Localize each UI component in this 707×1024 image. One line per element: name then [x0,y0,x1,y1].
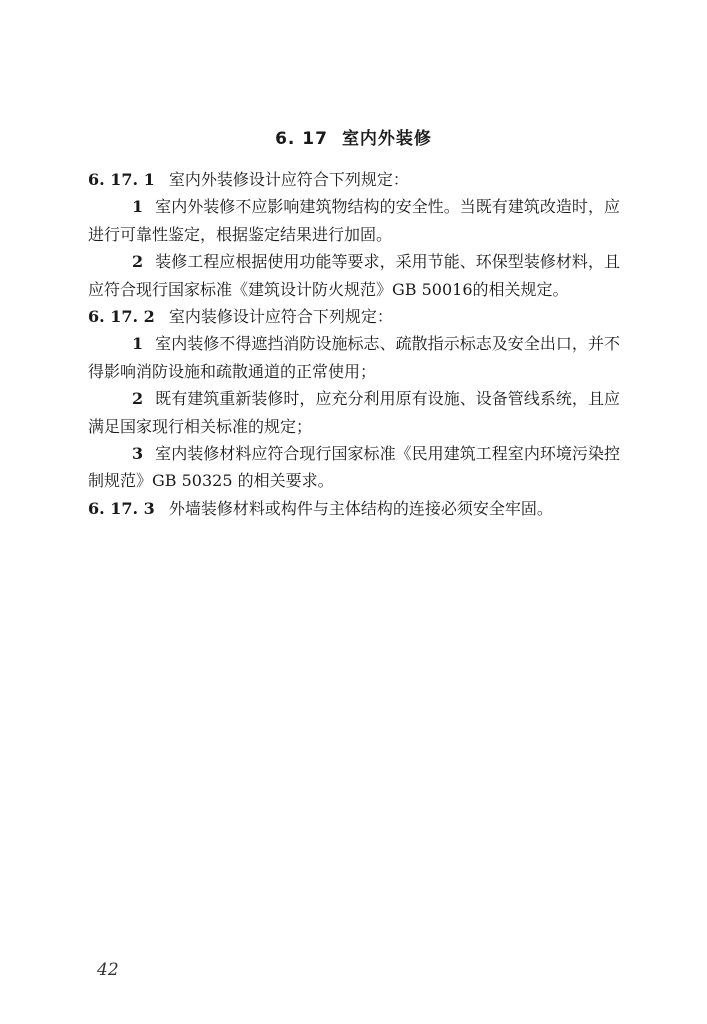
clause-6-17-1 [88,166,620,193]
item-number: 1 [132,197,144,217]
section-number: 6. 17 [275,129,328,149]
clause-item [88,385,620,440]
clause-6-17-3 [88,495,620,522]
clause-item [88,330,620,385]
clause-6-17-2 [88,303,620,330]
clause-text: 外墙装修材料或构件与主体结构的连接必须安全牢固。 [168,498,553,518]
item-number: 2 [132,389,144,409]
clause-item [88,440,620,495]
item-text: 装修工程应根据使用功能等要求，采用节能、环保型装修材料，且应符合现行国家标准《建筑设计防火规范》GB 50016的相关规定。 [88,252,620,299]
item-number: 1 [132,334,144,354]
clause-item [88,193,620,248]
item-number: 2 [132,252,144,272]
clause-text: 室内装修设计应符合下列规定： [168,307,393,327]
clause-text: 室内外装修设计应符合下列规定： [168,170,409,189]
item-text: 室内装修不得遮挡消防设施标志、疏散指示标志及安全出口，并不得影响消防设施和疏散通道的正常使用； [88,334,620,381]
page-number: 42 [97,960,119,980]
item-text: 室内装修材料应符合现行国家标准《民用建筑工程室内环境污染控制规范》GB 50325 的相关要求。 [88,444,620,491]
clause-number: 6. 17. 1 [88,170,155,189]
item-text: 既有建筑重新装修时，应充分利用原有设施、设备管线系统，且应满足国家现行相关标准的规定； [88,389,620,436]
clause-number: 6. 17. 2 [88,307,155,327]
clause-number: 6. 17. 3 [88,498,155,518]
item-text: 室内外装修不应影响建筑物结构的安全性。当既有建筑改造时，应进行可靠性鉴定，根据鉴定结果进行加固。 [88,197,620,244]
section-title-text: 室内外装修 [341,129,432,149]
section-title [0,124,707,149]
clause-item [88,248,620,303]
item-number: 3 [132,444,144,464]
document-body [88,166,620,522]
